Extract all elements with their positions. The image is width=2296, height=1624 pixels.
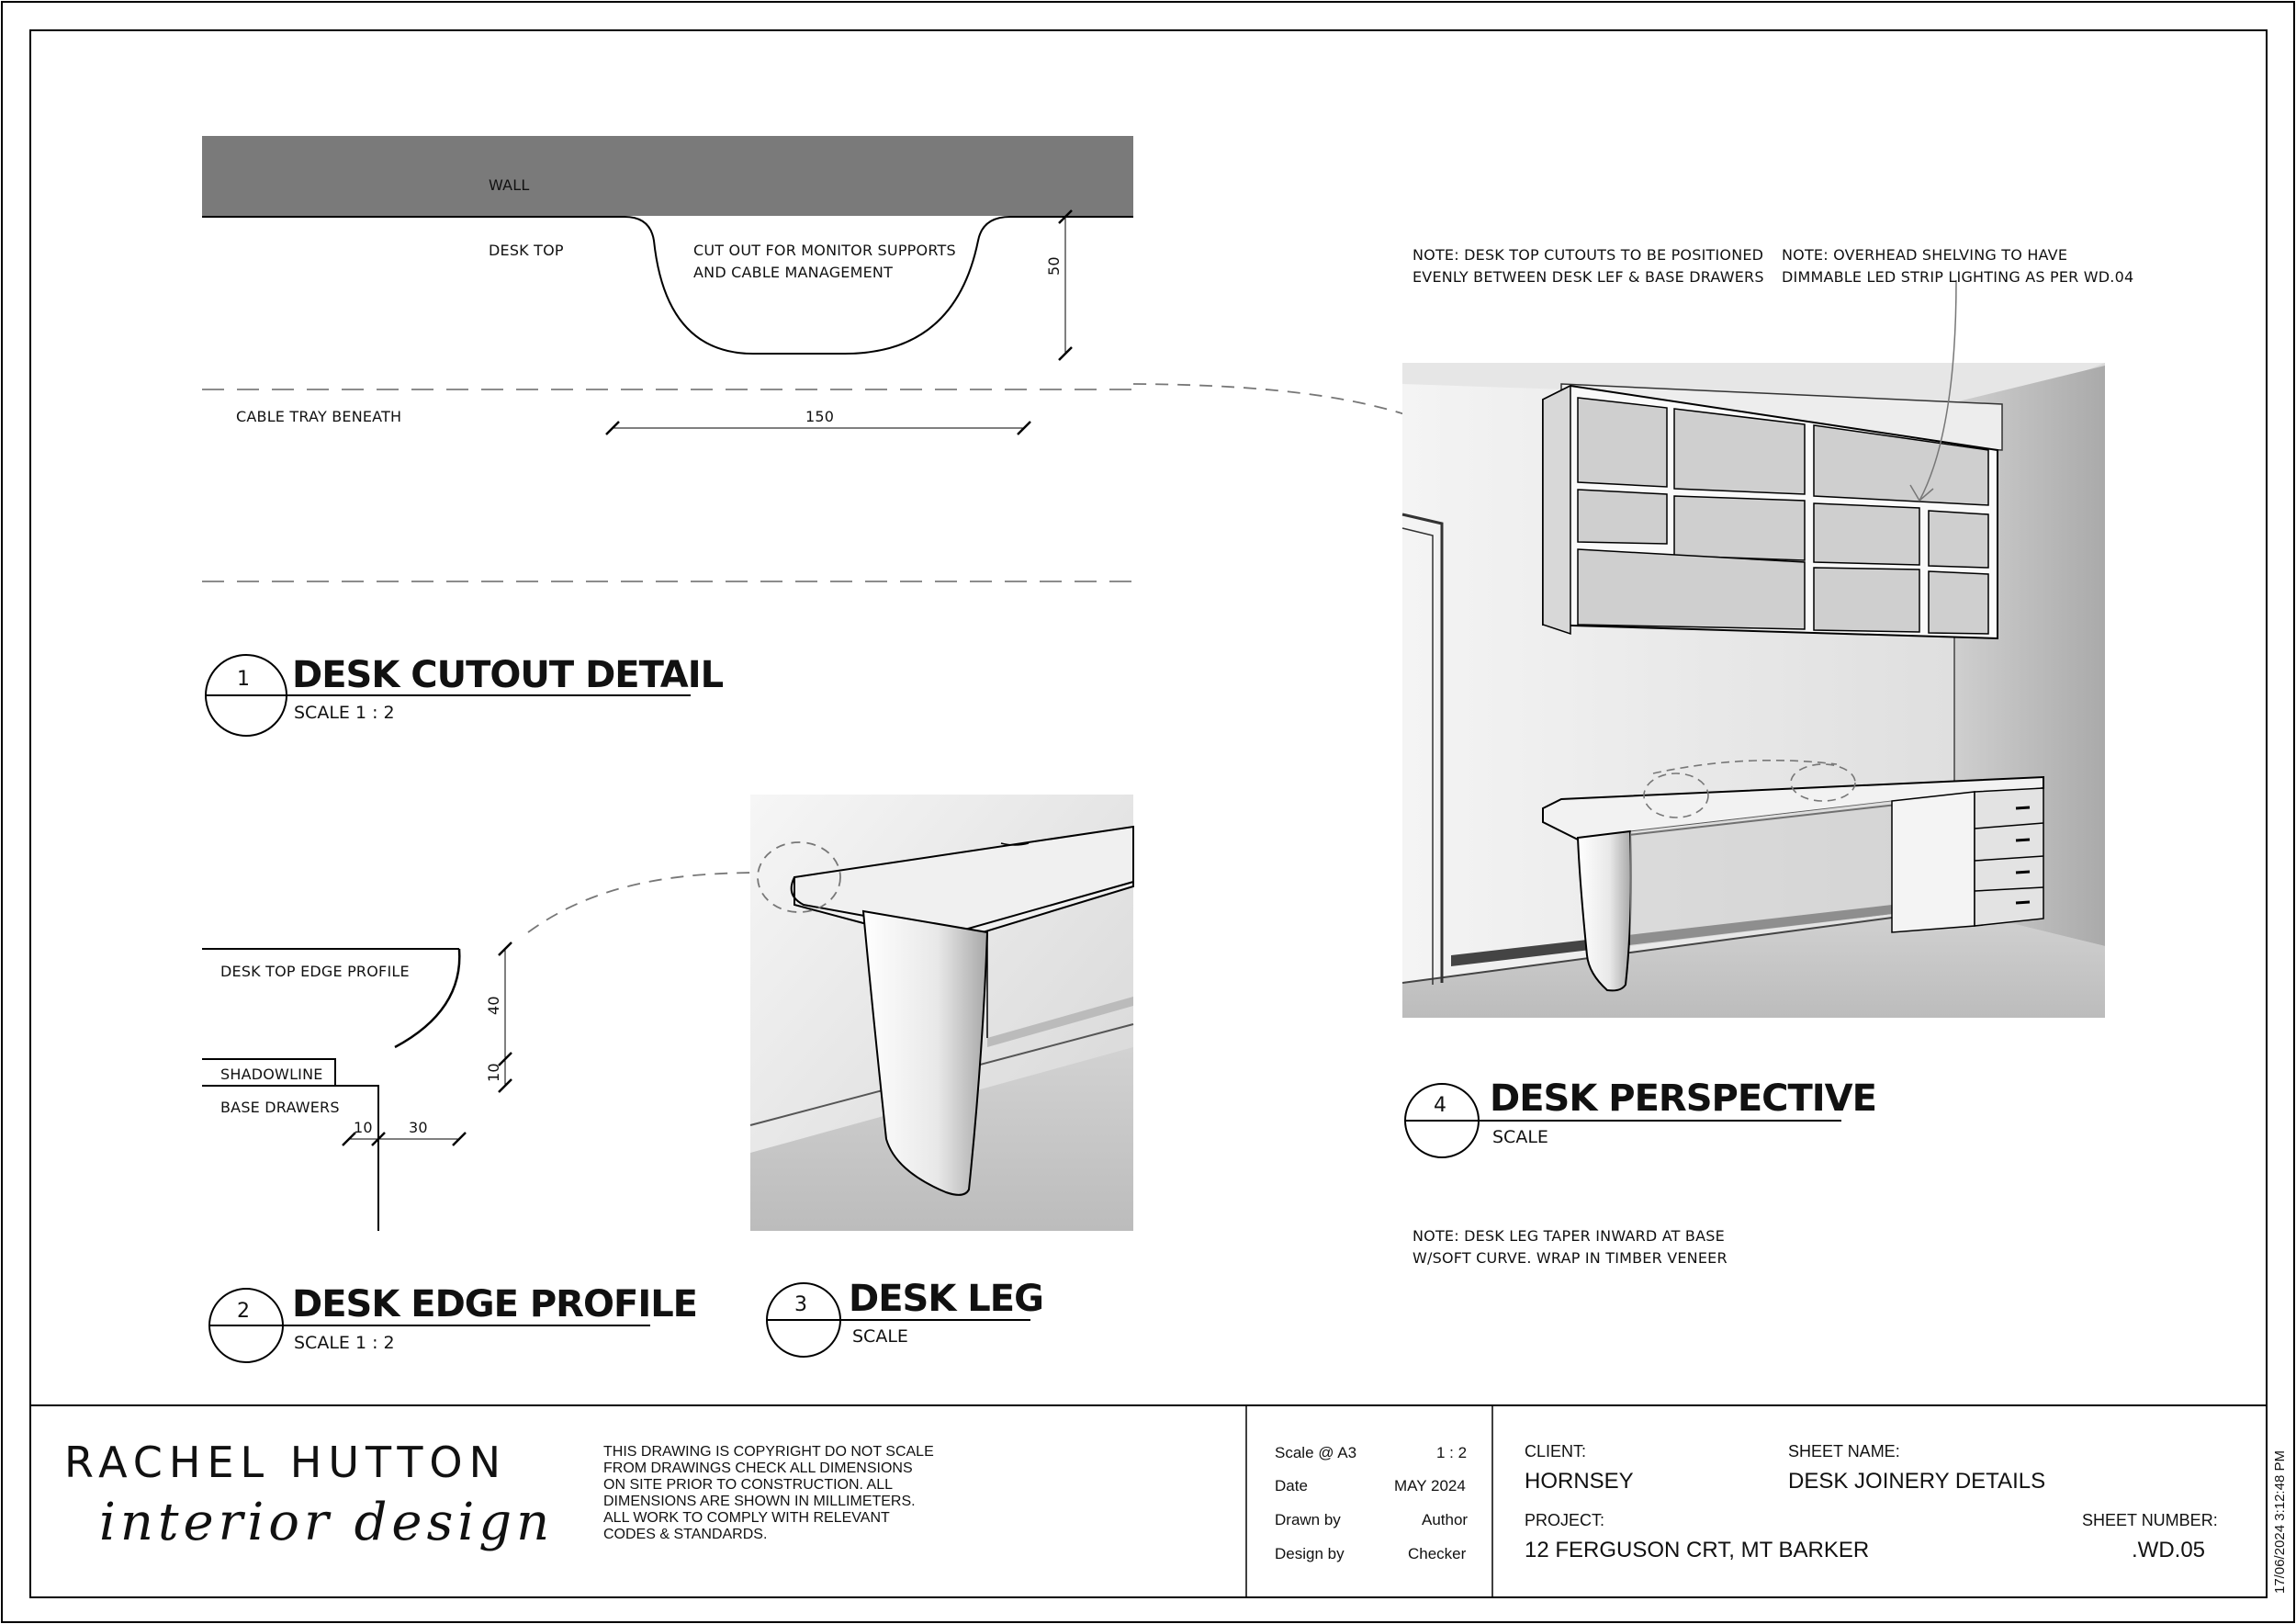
- leader-2-to-3: [528, 873, 762, 932]
- desk-top-label: DESK TOP: [489, 242, 564, 259]
- note-cutouts-line1: NOTE: DESK TOP CUTOUTS TO BE POSITIONED: [1412, 246, 1764, 264]
- drawn-by-value: Author: [1422, 1511, 1469, 1528]
- detail-4-number: 4: [1434, 1094, 1446, 1117]
- note-leg-line1: NOTE: DESK LEG TAPER INWARD AT BASE: [1412, 1227, 1725, 1245]
- print-timestamp: 17/06/2024 3:12:48 PM: [2272, 1450, 2288, 1594]
- dim-50-text: 50: [1045, 256, 1063, 276]
- project-value: 12 FERGUSON CRT, MT BARKER: [1525, 1538, 1870, 1562]
- detail-2-number: 2: [237, 1300, 250, 1323]
- project-label: PROJECT:: [1525, 1511, 1605, 1529]
- detail-1-title: DESK CUTOUT DETAIL: [292, 654, 724, 696]
- shadowline-label: SHADOWLINE: [220, 1066, 323, 1083]
- logo-wordmark: RACHEL HUTTON: [64, 1438, 508, 1487]
- note-leg-line2: W/SOFT CURVE. WRAP IN TIMBER VENEER: [1412, 1249, 1728, 1267]
- logo-script: interior design: [99, 1493, 555, 1552]
- date-value: MAY 2024: [1394, 1477, 1466, 1494]
- design-by-value: Checker: [1408, 1545, 1467, 1562]
- dim-30-text: 30: [409, 1119, 428, 1136]
- detail-4-title: DESK PERSPECTIVE: [1490, 1077, 1876, 1120]
- wall-fill: [202, 136, 1133, 216]
- cutout-note-line1: CUT OUT FOR MONITOR SUPPORTS: [693, 242, 956, 259]
- cutout-note-line2: AND CABLE MANAGEMENT: [693, 264, 894, 281]
- sheet-name-value: DESK JOINERY DETAILS: [1788, 1469, 2046, 1494]
- desk-leg-render: [750, 795, 1133, 1231]
- dim-150-text: 150: [805, 408, 835, 425]
- note-shelving-line2: DIMMABLE LED STRIP LIGHTING AS PER WD.04: [1782, 268, 2134, 286]
- detail-2-scale: SCALE 1 : 2: [294, 1333, 395, 1353]
- sheet-name-label: SHEET NAME:: [1788, 1442, 1900, 1460]
- detail-3-title: DESK LEG: [849, 1278, 1043, 1320]
- edge-profile-label: DESK TOP EDGE PROFILE: [220, 963, 410, 980]
- note-cutouts-line2: EVENLY BETWEEN DESK LEF & BASE DRAWERS: [1412, 268, 1764, 286]
- date-label: Date: [1275, 1477, 1308, 1494]
- sheet-number-label: SHEET NUMBER:: [2082, 1511, 2218, 1529]
- client-label: CLIENT:: [1525, 1442, 1587, 1460]
- dim-10-horizontal-text: 10: [354, 1119, 373, 1136]
- dim-10-vertical-text: 10: [485, 1063, 502, 1082]
- copyright-notice: THIS DRAWING IS COPYRIGHT DO NOT SCALE FROM DRAWINGS CHECK ALL DIMENSIONS ON SITE PRIOR TO CONSTRUCTION. ALL DIMENSIONS ARE SHOWN IN MILLIMETERS. ALL WORK TO COMPLY WITH RELEVANT CODES & STANDARDS.: [603, 1444, 934, 1542]
- scale-value: 1 : 2: [1436, 1444, 1468, 1461]
- detail-4-scale: SCALE: [1492, 1127, 1548, 1147]
- detail-3-scale: SCALE: [852, 1326, 908, 1347]
- note-shelving-line1: NOTE: OVERHEAD SHELVING TO HAVE: [1782, 246, 2068, 264]
- desk-top-outline: [202, 217, 1133, 354]
- detail-3-number: 3: [794, 1293, 807, 1316]
- desk-perspective-render: [1402, 363, 2105, 1018]
- design-by-label: Design by: [1275, 1545, 1345, 1562]
- cable-tray-label: CABLE TRAY BENEATH: [236, 408, 402, 425]
- detail-1-scale: SCALE 1 : 2: [294, 703, 395, 723]
- dim-40-text: 40: [485, 996, 502, 1015]
- wall-label: WALL: [489, 176, 530, 194]
- detail-2-title: DESK EDGE PROFILE: [292, 1283, 698, 1325]
- sheet-number-value: .WD.05: [2132, 1538, 2206, 1562]
- detail-1-number: 1: [237, 668, 250, 691]
- drawn-by-label: Drawn by: [1275, 1511, 1341, 1528]
- base-drawers-label: BASE DRAWERS: [220, 1099, 340, 1116]
- scale-label: Scale @ A3: [1275, 1444, 1357, 1461]
- client-value: HORNSEY: [1525, 1469, 1634, 1494]
